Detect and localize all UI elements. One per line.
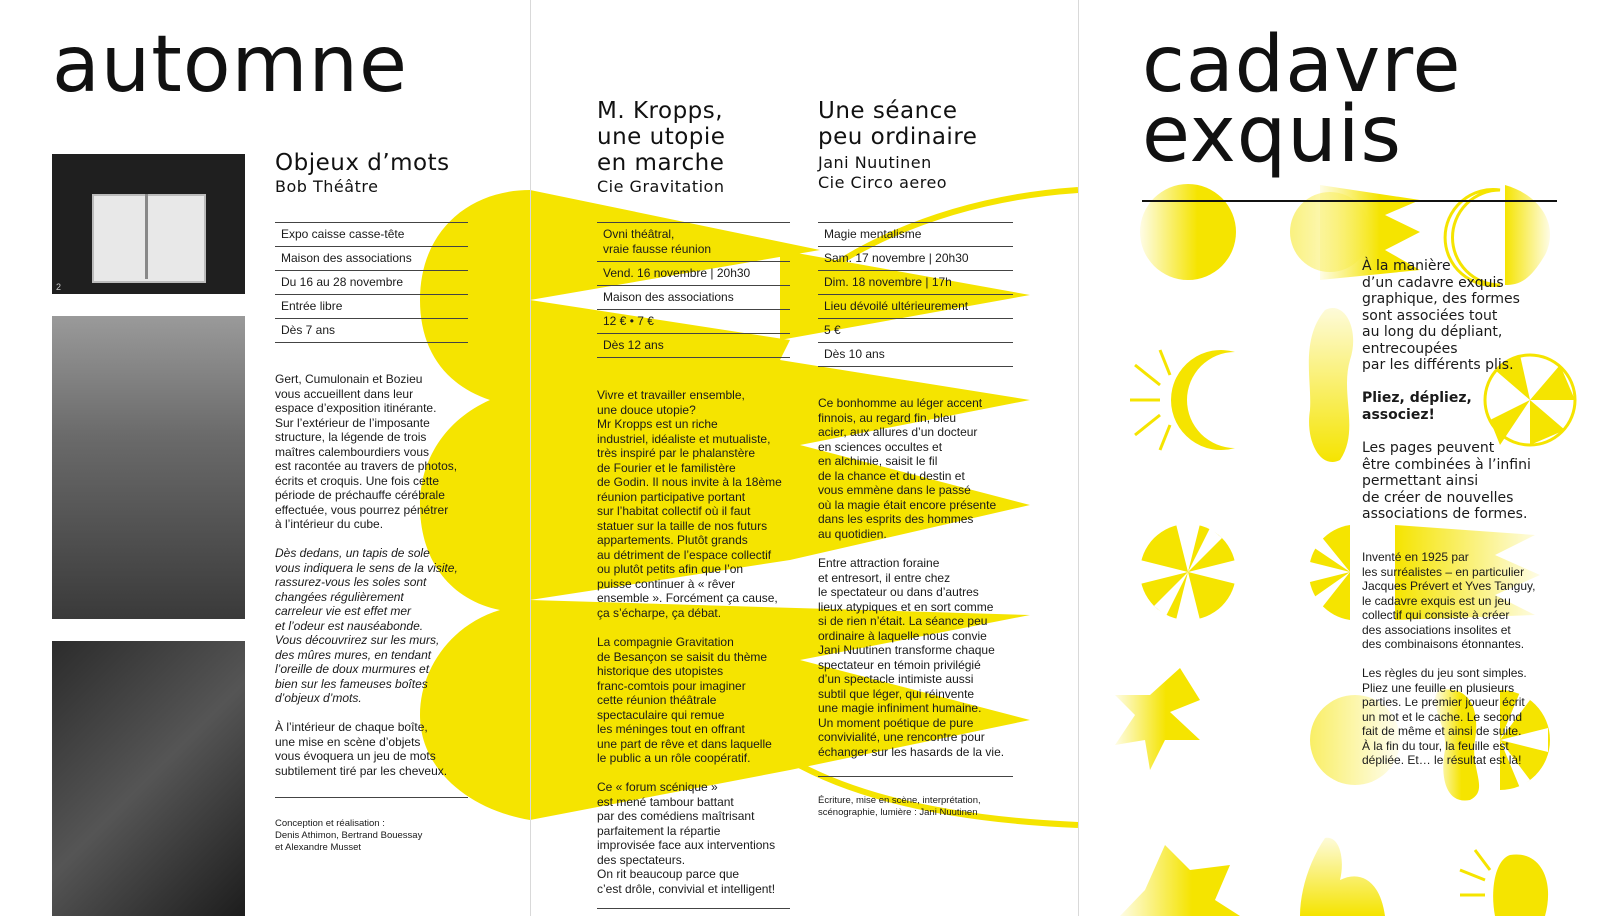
- fold-line: [1078, 0, 1079, 916]
- blob-icon: [1309, 308, 1353, 462]
- season-title: automne: [52, 20, 408, 110]
- photo-performer: [52, 641, 245, 916]
- fold-line: [530, 0, 531, 916]
- info-item: Vend. 16 novembre | 20h30: [597, 261, 790, 285]
- photo-audience: [52, 316, 245, 619]
- info-item: Lieu dévoilé ultérieurement: [818, 294, 1013, 318]
- description-paragraph: À l’intérieur de chaque boîte, une mise en scène d’objets vous évoquera un jeu de mots subtilement tiré par les cheveux.: [275, 720, 448, 778]
- description-paragraph: Inventé en 1925 par les surréalistes – en particulier Jacques Prévert et Yves Tanguy, le cadavre exquis est un jeu collectif qui consiste à créer des associations insolites et des combinaisons étonnantes.: [1362, 550, 1536, 651]
- description-paragraph: Ce bonhomme au léger accent finnois, au regard fin, bleu acier, aux allures d’un docteur en sciences occultes et en alchimie, saisit le fil de la chance et du destin et vous emmène dans le passé où la magie était encore présente dans les esprits des hommes au quotidien.: [818, 396, 997, 541]
- starburst-icon: [1120, 845, 1240, 916]
- company-name: Bob Théâtre: [275, 177, 379, 196]
- show-title: Objeux d’mots: [275, 150, 450, 176]
- blob-icon: [1493, 854, 1548, 916]
- info-item: Maison des associations: [275, 246, 468, 270]
- description-paragraph: Les règles du jeu sont simples. Pliez une feuille en plusieurs parties. Le premier joueur écrit un mot et le cache. Le second fait de même et ainsi de suite. À la fin du tour, la feuille est dépliée. Et… le résultat est là!: [1362, 666, 1527, 767]
- credits: Écriture, mise en scène, interprétation, scénographie, lumière : Jani Nuutinen: [818, 795, 981, 818]
- info-item: Dès 12 ans: [597, 333, 790, 358]
- info-list: [275, 222, 468, 343]
- info-item: Entrée libre: [275, 294, 468, 318]
- blob-icon: [1300, 838, 1385, 916]
- info-list: [818, 222, 1013, 367]
- show-title: M. Kropps, une utopie en marche: [597, 98, 726, 176]
- divider: [597, 908, 790, 909]
- description-paragraph: La compagnie Gravitation de Besançon se saisit du thème historique des utopistes franc-comtois pour imaginer cette réunion théâtrale spectaculaire qui remue les méninges tout en offrant une part de rêve et dans laquelle le public a un rôle coopératif.: [597, 635, 772, 765]
- crescent-moon-icon: [1215, 690, 1260, 780]
- artist-name: Jani Nuutinen: [818, 153, 932, 172]
- title-rule: [1142, 200, 1557, 202]
- intro-text: Les pages peuvent être combinées à l’infini permettant ainsi de créer de nouvelles associations de formes.: [1362, 440, 1531, 522]
- section-title: cadavre exquis: [1142, 20, 1462, 180]
- photo-book-installation: [52, 154, 245, 294]
- intro-text: À la manière d’un cadavre exquis graphique, des formes sont associées tout au long du dépliant, entrecoupées par les différents plis.: [1362, 258, 1520, 373]
- description-paragraph: Entre attraction foraine et entresort, il entre chez le spectateur ou dans d’autres lieux atypiques et en sort comme si de rien n’était. La séance peu ordinaire à laquelle nous convie Jani Nuutinen transforme chaque spectateur en témoin privilégié d’un spectacle intimiste aussi subtil que léger, qui réinvente une magie infiniment humaine. Un moment poétique de pure convivialité, une rencontre pour échanger sur les hasards de la vie.: [818, 556, 1005, 759]
- info-item: Du 16 au 28 novembre: [275, 270, 468, 294]
- divider: [818, 776, 1013, 777]
- credits: Conception et réalisation : Denis Athimon, Bertrand Bouessay et Alexandre Musset: [275, 818, 423, 853]
- starburst-icon: [1115, 668, 1200, 770]
- sun-icon: [1460, 850, 1490, 895]
- info-item: Maison des associations: [597, 285, 790, 309]
- photo-number: 2: [56, 282, 62, 292]
- crescent-moon-icon: [1171, 350, 1235, 450]
- sun-icon: [1130, 350, 1170, 450]
- divider: [275, 797, 468, 798]
- dotted-circle-icon: [1290, 192, 1370, 272]
- description-paragraph: Gert, Cumulonain et Bozieu vous accueillent dans leur espace d’exposition itinérante. Sur l’extérieur de l’imposante structure, la légende de trois maîtres calembourdiers vous est racontée au travers de photos, écrits et croquis. Une fois cette période de préchauffe cérébrale effectuée, vous pourrez pénétrer à l’intérieur du cube.: [275, 372, 458, 531]
- company-name: Cie Circo aereo: [818, 173, 948, 192]
- sun-icon: [1140, 184, 1236, 280]
- description-paragraph: Dès dedans, un tapis de sole vous indiquera le sens de la visite, rassurez-vous les soles sont changées régulièrement carreleur vie est effet mer et l’odeur est nauséabonde. Vous découvrirez sur les murs, des mûres mures, en tendant l’oreille de doux murmures et bien sur les fameuses boîtes d’objeux d’mots.: [275, 546, 458, 705]
- info-item: Expo caisse casse-tête: [275, 222, 468, 246]
- pinwheel-icon: [1302, 525, 1350, 620]
- info-item: Dès 7 ans: [275, 318, 468, 343]
- description-paragraph: Vivre et travailler ensemble, une douce utopie? Mr Kropps est un riche industriel, idéaliste et mutualiste, très inspiré par le phalanstère de Fourier et le familistère de Godin. Il nous invite à la 18ème réunion participative portant sur l’habitat collectif où il faut statuer sur la taille de nos futurs appartements. Plutôt grands au détriment de l’espace collectif ou plutôt petits afin que l’on puisse continuer à « rêver ensemble ». Forcément ça cause, ça s’écharpe, ça débat.: [597, 388, 782, 620]
- info-item: Dim. 18 novembre | 17h: [818, 270, 1013, 294]
- info-item: Magie mentalisme: [818, 222, 1013, 246]
- info-item: 12 € • 7 €: [597, 309, 790, 333]
- info-item: Sam. 17 novembre | 20h30: [818, 246, 1013, 270]
- info-item: 5 €: [818, 318, 1013, 342]
- call-to-action: Pliez, dépliez, associez!: [1362, 390, 1472, 423]
- info-list: [597, 222, 790, 358]
- description-paragraph: Ce « forum scénique » est mené tambour battant par des comédiens maîtrisant parfaitement la répartie improvisée face aux interventions des spectateurs. On rit beaucoup parce que c’est drôle, convivial et intelligent!: [597, 780, 776, 896]
- info-item: Dès 10 ans: [818, 342, 1013, 367]
- pinwheel-icon: [1140, 524, 1236, 620]
- show-title: Une séance peu ordinaire: [818, 98, 978, 150]
- info-item: Ovni théâtral, vraie fausse réunion: [597, 222, 790, 261]
- company-name: Cie Gravitation: [597, 177, 725, 196]
